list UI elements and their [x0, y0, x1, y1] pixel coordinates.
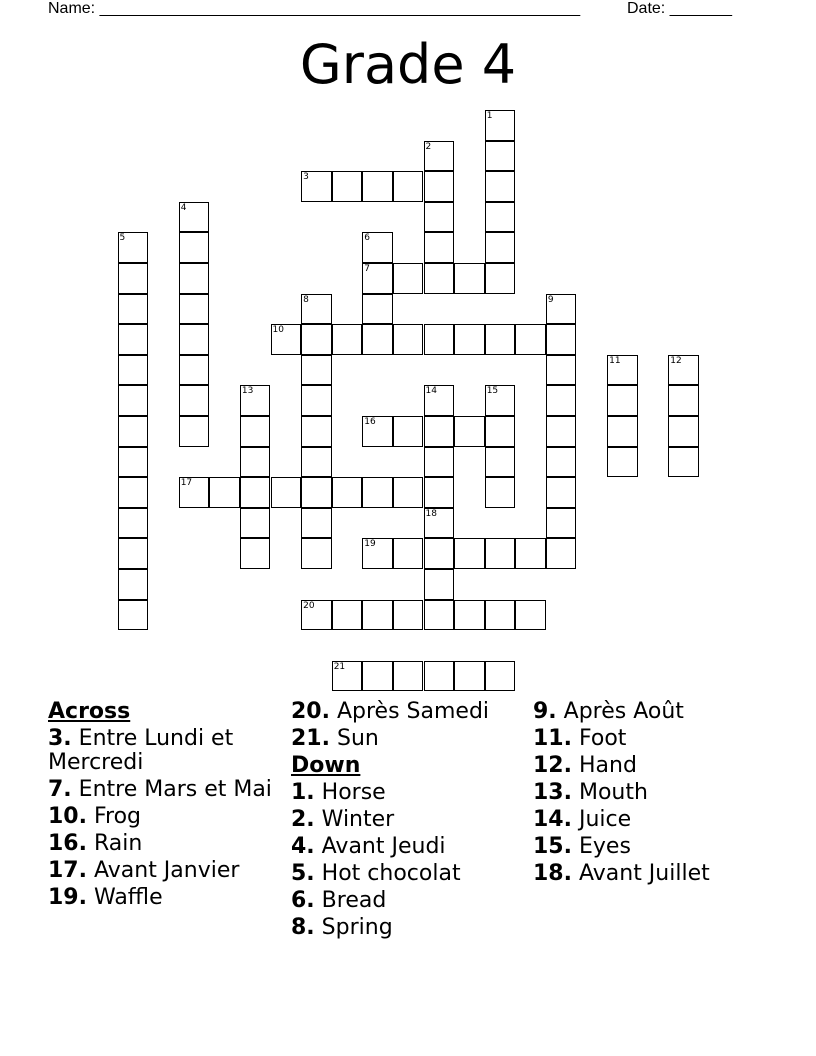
crossword-cell — [362, 171, 393, 202]
crossword-cell — [485, 416, 516, 447]
crossword-cell — [332, 171, 363, 202]
crossword-cell — [393, 263, 424, 294]
clue-down-13: 13. Mouth — [533, 780, 648, 805]
crossword-cell — [271, 324, 302, 355]
crossword-cell — [424, 538, 455, 569]
cell-number: 7 — [364, 264, 371, 274]
clues-column-3 — [533, 700, 793, 889]
crossword-cell — [301, 538, 332, 569]
cell-number: 21 — [333, 661, 346, 672]
crossword-cell — [301, 447, 332, 478]
crossword-cell — [668, 355, 699, 386]
crossword-cell — [118, 294, 149, 325]
crossword-cell — [393, 416, 424, 447]
crossword-cell — [179, 232, 210, 263]
crossword-cell — [454, 538, 485, 569]
crossword-cell — [301, 385, 332, 416]
clue-across-19: 19. Waffle — [48, 885, 163, 910]
crossword-cell — [362, 477, 393, 508]
crossword-cell — [607, 355, 638, 386]
crossword-cell — [515, 600, 546, 631]
clue-down-12: 12. Hand — [533, 753, 637, 778]
crossword-cell — [179, 263, 210, 294]
date-field-label: Date: _______ — [627, 0, 732, 17]
cell-number: 19 — [364, 539, 376, 550]
crossword-cell — [301, 324, 332, 355]
cell-number: 1 — [486, 111, 493, 121]
crossword-cell — [362, 263, 393, 294]
cell-number: 4 — [180, 202, 187, 213]
crossword-cell — [118, 538, 149, 569]
crossword-cell — [668, 447, 699, 478]
crossword-cell — [179, 202, 210, 233]
crossword-cell — [332, 324, 363, 355]
crossword-cell — [546, 385, 577, 416]
clue-down-14: 14. Juice — [533, 807, 632, 832]
crossword-cell — [454, 600, 485, 631]
clue-across-21: 21. Sun — [291, 726, 379, 751]
crossword-cell — [485, 110, 516, 141]
crossword-cell — [179, 385, 210, 416]
crossword-cell — [485, 385, 516, 416]
clue-down-18: 18. Avant Juillet — [533, 861, 710, 886]
crossword-cell — [301, 171, 332, 202]
crossword-cell — [424, 477, 455, 508]
crossword-cell — [179, 324, 210, 355]
crossword-cell — [240, 508, 271, 539]
crossword-cell — [485, 141, 516, 172]
crossword-cell — [485, 232, 516, 263]
crossword-cell — [362, 416, 393, 447]
crossword-cell — [362, 324, 393, 355]
crossword-cell — [301, 416, 332, 447]
crossword-cell — [424, 385, 455, 416]
crossword-cell — [393, 324, 424, 355]
crossword-cell — [301, 294, 332, 325]
cell-number: 8 — [303, 294, 309, 305]
clue-across-17: 17. Avant Janvier — [48, 858, 240, 883]
crossword-cell — [515, 324, 546, 355]
crossword-cell — [240, 416, 271, 447]
cell-number: 11 — [609, 355, 621, 366]
clue-across-16: 16. Rain — [48, 831, 143, 856]
crossword-cell — [424, 416, 455, 447]
cell-number: 9 — [547, 294, 554, 305]
crossword-cell — [240, 477, 271, 508]
clue-down-11: 11. Foot — [533, 726, 627, 751]
crossword-cell — [485, 661, 516, 692]
cell-number: 2 — [425, 141, 432, 152]
crossword-cell — [240, 385, 271, 416]
crossword-cell — [424, 508, 455, 539]
cell-number: 10 — [272, 325, 284, 336]
crossword-cell — [424, 447, 455, 478]
crossword-cell — [607, 447, 638, 478]
crossword-cell — [485, 600, 516, 631]
crossword-cell — [607, 385, 638, 416]
crossword-cell — [515, 538, 546, 569]
clue-down-5: 5. Hot chocolat — [291, 861, 461, 886]
crossword-cell — [179, 477, 210, 508]
clue-across-20: 20. Après Samedi — [291, 699, 490, 724]
crossword-cell — [393, 661, 424, 692]
crossword-cell — [424, 202, 455, 233]
crossword-cell — [485, 263, 516, 294]
crossword-cell — [301, 477, 332, 508]
cell-number: 18 — [425, 508, 437, 519]
crossword-cell — [118, 232, 149, 263]
crossword-cell — [118, 508, 149, 539]
crossword-cell — [209, 477, 240, 508]
crossword-cell — [454, 324, 485, 355]
cell-number: 17 — [180, 478, 193, 489]
crossword-cell — [271, 477, 302, 508]
crossword-cell — [179, 294, 210, 325]
crossword-cell — [424, 600, 455, 631]
crossword-cell — [118, 447, 149, 478]
clue-down-6: 6. Bread — [291, 888, 387, 913]
clue-down-4: 4. Avant Jeudi — [291, 834, 446, 859]
clues-column-1 — [48, 700, 278, 913]
clue-down-9: 9. Après Août — [533, 699, 684, 724]
crossword-cell — [362, 661, 393, 692]
crossword-cell — [179, 416, 210, 447]
cell-number: 15 — [486, 386, 499, 397]
crossword-cell — [546, 508, 577, 539]
crossword-cell — [301, 508, 332, 539]
crossword-cell — [546, 355, 577, 386]
clue-across-10: 10. Frog — [48, 804, 142, 829]
crossword-cell — [118, 600, 149, 631]
crossword-cell — [424, 232, 455, 263]
crossword-cell — [362, 600, 393, 631]
cell-number: 16 — [364, 417, 376, 427]
crossword-cell — [393, 171, 424, 202]
crossword-cell — [332, 661, 363, 692]
cell-number: 3 — [303, 172, 309, 183]
cell-number: 5 — [119, 233, 126, 244]
crossword-cell — [546, 477, 577, 508]
crossword-cell — [485, 538, 516, 569]
crossword-cell — [424, 263, 455, 294]
clue-down-15: 15. Eyes — [533, 834, 631, 859]
crossword-cell — [393, 477, 424, 508]
cell-number: 13 — [241, 386, 254, 397]
crossword-cell — [301, 355, 332, 386]
crossword-cell — [118, 569, 149, 600]
cell-number: 6 — [364, 233, 371, 244]
crossword-cell — [118, 416, 149, 447]
crossword-cell — [546, 447, 577, 478]
crossword-cell — [362, 538, 393, 569]
crossword-cell — [485, 324, 516, 355]
crossword-cell — [485, 477, 516, 508]
crossword-cell — [393, 538, 424, 569]
name-field-label: Name: ______________________________________________________ — [48, 0, 581, 17]
crossword-cell — [118, 263, 149, 294]
crossword-cell — [332, 600, 363, 631]
crossword-cell — [485, 171, 516, 202]
crossword-cell — [424, 661, 455, 692]
crossword-cell — [393, 600, 424, 631]
crossword-cell — [546, 416, 577, 447]
clue-down-1: 1. Horse — [291, 780, 386, 805]
crossword-cell — [301, 600, 332, 631]
crossword-cell — [362, 294, 393, 325]
crossword-cell — [240, 447, 271, 478]
crossword-cell — [332, 477, 363, 508]
crossword-cell — [424, 171, 455, 202]
crossword-cell — [424, 569, 455, 600]
crossword-cell — [118, 324, 149, 355]
crossword-cell — [546, 324, 577, 355]
cell-number: 14 — [425, 386, 437, 397]
crossword-cell — [240, 538, 271, 569]
crossword-cell — [454, 661, 485, 692]
crossword-cell — [485, 202, 516, 233]
crossword-cell — [118, 385, 149, 416]
crossword-cell — [454, 263, 485, 294]
crossword-cell — [546, 538, 577, 569]
clue-across-7: 7. Entre Mars et Mai — [48, 777, 272, 802]
crossword-cell — [424, 141, 455, 172]
down-heading: Down — [291, 753, 361, 778]
crossword-cell — [118, 477, 149, 508]
crossword-cell — [179, 355, 210, 386]
page-title: Grade 4 — [299, 33, 517, 96]
across-heading: Across — [48, 699, 131, 724]
clue-down-2: 2. Winter — [291, 807, 395, 832]
clues-column-2 — [291, 700, 526, 943]
crossword-cell — [485, 447, 516, 478]
crossword-cell — [607, 416, 638, 447]
cell-number: 20 — [303, 600, 315, 611]
crossword-cell — [118, 355, 149, 386]
crossword-cell — [546, 294, 577, 325]
cell-number: 12 — [670, 355, 682, 366]
crossword-cell — [454, 416, 485, 447]
crossword-cell — [424, 324, 455, 355]
clue-down-8: 8. Spring — [291, 915, 393, 940]
crossword-cell — [362, 232, 393, 263]
crossword-cell — [668, 385, 699, 416]
crossword-cell — [668, 416, 699, 447]
clue-across-3: 3. Entre Lundi et Mercredi — [48, 726, 234, 775]
